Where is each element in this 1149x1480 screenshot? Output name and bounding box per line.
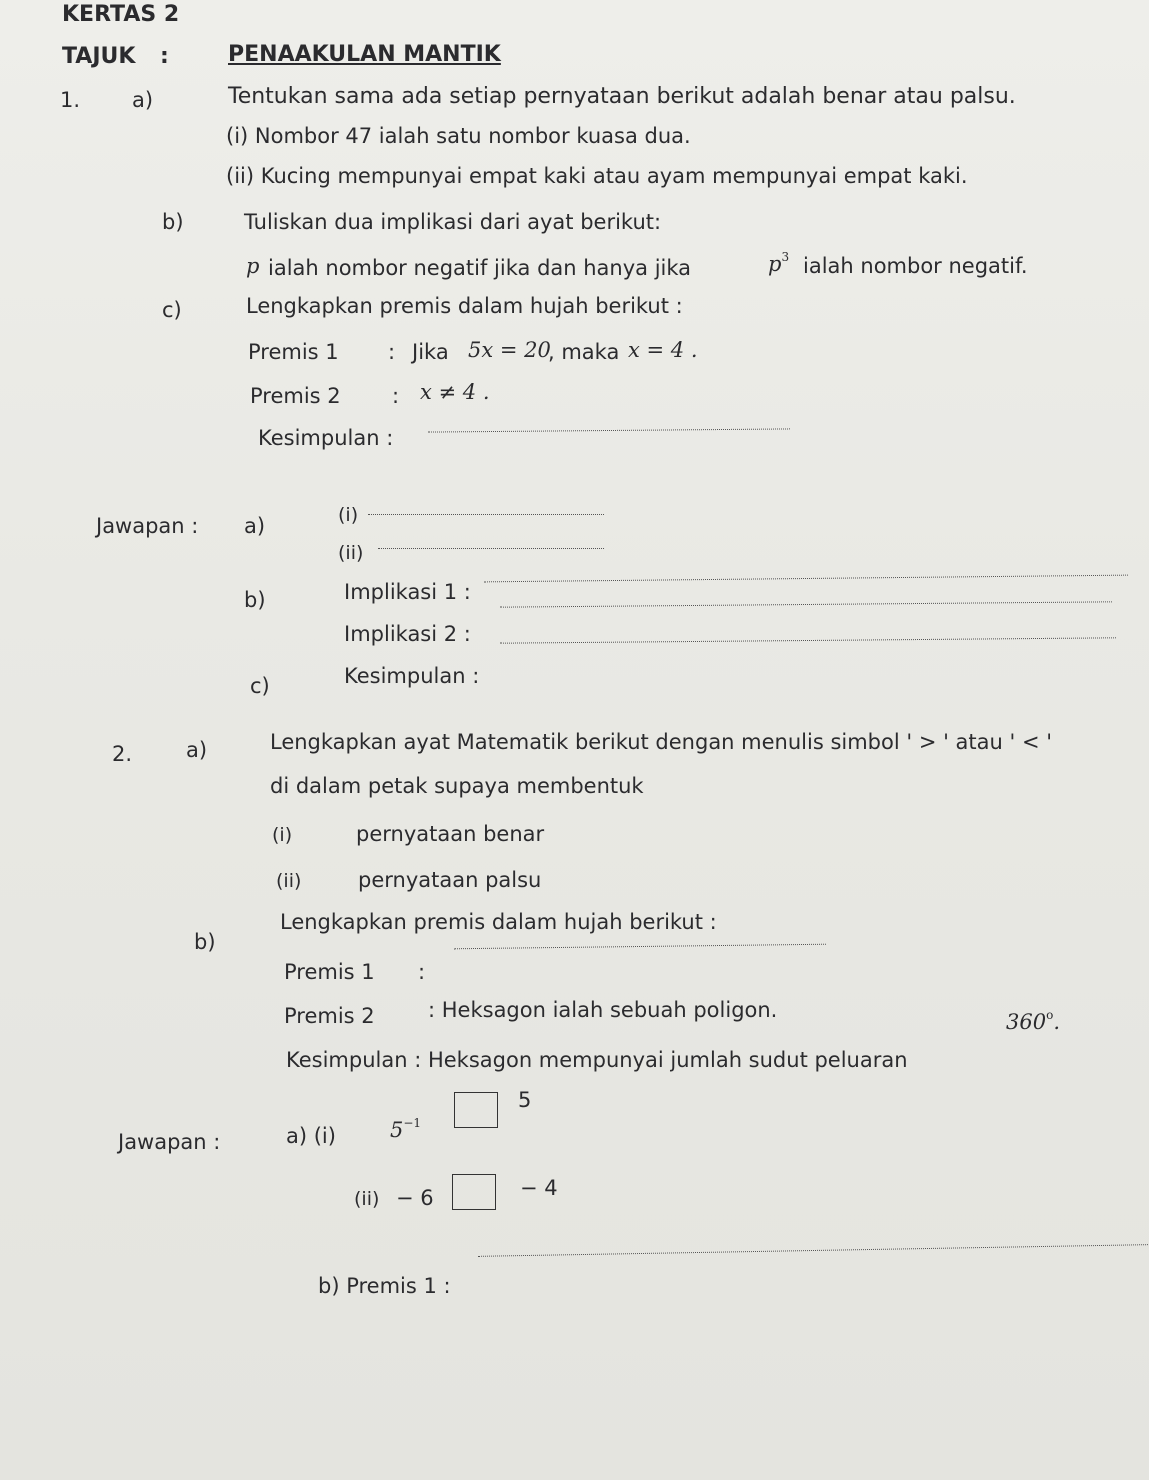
q1-answer-c: c) (250, 674, 270, 698)
q2-answer-i-right: 5 (518, 1088, 532, 1112)
q1-answer-ii-label: (ii) (338, 542, 364, 564)
q1b-instruction: Tuliskan dua implikasi dari ayat berikut: (244, 210, 662, 234)
q1c-premis1-jika: Jika (412, 340, 449, 364)
q1c-premis1-colon: : (388, 340, 396, 364)
q1-answer-impl1-line[interactable] (484, 575, 1128, 583)
q1c-label: c) (162, 298, 182, 322)
paper-title: KERTAS 2 (62, 2, 180, 27)
q1-answer-b: b) (244, 588, 266, 612)
q2-answer-label: Jawapan : (118, 1130, 221, 1154)
q2b-premis1-line[interactable] (454, 944, 826, 950)
q1c-kesimpulan-line[interactable] (428, 428, 790, 432)
q1-answer-i-line[interactable] (368, 514, 604, 515)
q1-answer-ii-line[interactable] (378, 548, 604, 549)
q1-answer-impl2-line[interactable] (500, 601, 1112, 607)
q1c-premis1-equation: 5x = 20 (468, 338, 551, 362)
q2b-premis1-label: Premis 1 (284, 960, 375, 984)
q1c-kesimpulan-label: Kesimpulan : (258, 426, 394, 450)
q1-answer-impl2-line2[interactable] (500, 637, 1116, 643)
q1b-statement-end: ialah nombor negatif. (803, 254, 1028, 278)
q2-answer-i-base: $5^{-1}$ (390, 1116, 422, 1142)
topic-title: PENAAKULAN MANTIK (228, 42, 501, 67)
q2-answer-ii-box[interactable] (452, 1174, 496, 1210)
q2b-kesimpulan-text: Kesimpulan : Heksagon mempunyai jumlah sudut peluaran (286, 1048, 908, 1072)
q1c-premis2-label: Premis 2 (250, 384, 341, 408)
q2-answer-a-i: a) (i) (286, 1124, 336, 1148)
q1c-premis2-equation: x ≠ 4 . (420, 380, 490, 404)
topic-label: TAJUK (62, 44, 136, 69)
q1b-p-cubed: $p^3$ (768, 250, 790, 276)
q2b-premis2-text: : Heksagon ialah sebuah poligon. (428, 998, 778, 1022)
q1b-statement-mid: ialah nombor negatif jika dan hanya jika (268, 256, 692, 280)
q2a-label: a) (186, 738, 208, 762)
q1-answer-kesimpulan-label: Kesimpulan : (344, 664, 480, 688)
q2-answer-ii-num: (ii) (354, 1188, 380, 1210)
q2-answer-b-line[interactable] (478, 1244, 1148, 1257)
q1b-label: b) (162, 210, 184, 234)
q1-answer-impl2-label: Implikasi 2 : (344, 622, 471, 646)
topic-colon: : (160, 44, 169, 69)
q2b-label: b) (194, 930, 216, 954)
q2a-ii-text: pernyataan palsu (358, 868, 542, 892)
q1a-statement-i: (i) Nombor 47 ialah satu nombor kuasa dua. (226, 124, 691, 148)
q1-answer-impl1-label: Implikasi 1 : (344, 580, 471, 604)
q2a-i-text: pernyataan benar (356, 822, 545, 846)
q2a-instruction: Lengkapkan ayat Matematik berikut dengan menulis simbol ' > ' atau ' < ' (270, 730, 1052, 754)
q1-answer-label: Jawapan : (96, 514, 199, 538)
q2-answer-ii-left: − 6 (396, 1186, 434, 1210)
q2-answer-b-premis1: b) Premis 1 : (318, 1274, 451, 1298)
q2b-instruction: Lengkapkan premis dalam hujah berikut : (280, 910, 717, 934)
q2a-ii-num: (ii) (276, 870, 302, 892)
q1a-statement-ii: (ii) Kucing mempunyai empat kaki atau ayam mempunyai empat kaki. (226, 164, 968, 188)
q2b-kesimpulan-value: 360$^o$. (1006, 1008, 1061, 1034)
q2-answer-ii-right: − 4 (520, 1176, 558, 1200)
q2-answer-i-box[interactable] (454, 1092, 498, 1128)
q1c-premis1-label: Premis 1 (248, 340, 339, 364)
q1c-instruction: Lengkapkan premis dalam hujah berikut : (246, 294, 683, 318)
q1a-instruction: Tentukan sama ada setiap pernyataan berikut adalah benar atau palsu. (228, 84, 1016, 109)
q2-number: 2. (112, 742, 133, 766)
q1-number: 1. (60, 88, 81, 112)
q2b-premis1-colon: : (418, 960, 426, 984)
q1-answer-i-label: (i) (338, 504, 359, 526)
q1c-premis2-colon: : (392, 384, 400, 408)
q1b-p-variable: p (246, 254, 260, 278)
q2a-i-num: (i) (272, 824, 293, 846)
q1a-label: a) (132, 88, 154, 112)
q1c-premis1-result: x = 4 . (628, 338, 698, 362)
q1-answer-a: a) (244, 514, 266, 538)
q2a-instruction-cont: di dalam petak supaya membentuk (270, 774, 644, 798)
q2b-premis2-label: Premis 2 (284, 1004, 375, 1028)
q1c-premis1-maka: , maka (548, 340, 620, 364)
